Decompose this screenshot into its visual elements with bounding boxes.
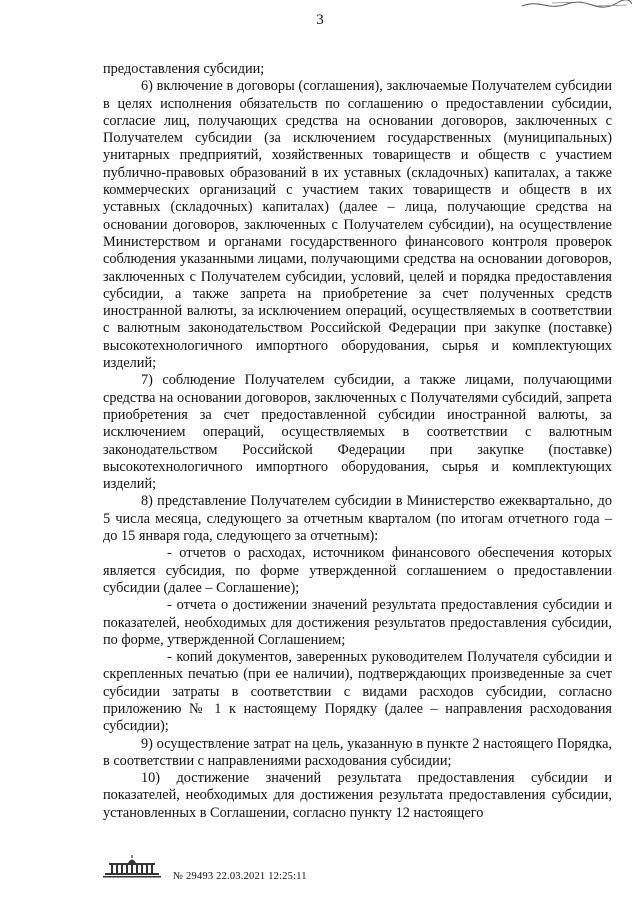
document-body xyxy=(103,61,612,822)
paragraph-item-6: 6) включение в договоры (соглашения), заключаемые Получателем субсидии в целях исполнения обязательств по соглашению о предоставлении субсидии, согласие лиц, получающих средства на основании договоров, заключенных с Получателем субсидии (за исключением государственных (муниципальных) унитарных предприятий, хозяйственных товариществ и обществ с участием публично-правовых образований в их уставных (складочных) капиталах, а также коммерческих организаций с участием таких товариществ и обществ в их уставных (складочных) капиталах) (далее – лица, получающие средства на основании договоров, заключенных с Получателем субсидии), на осуществление Министерством и органами государственного финансового контроля проверок соблюдения указанными лицами, получающими средства на основании договоров, заключенных с Получателем субсидии, условий, целей и порядка предоставления субсидии, а также запрета на приобретение за счет полученных средств иностранной валюты, за исключением операций, осуществляемых в соответствии с валютным законодательством Российской Федерации при закупке (поставке) высокотехнологичного импортного оборудования, сырья и комплектующих изделий; xyxy=(103,78,612,372)
paragraph: предоставления субсидии; xyxy=(103,61,265,77)
paragraph-item-10: 10) достижение значений результата предоставления субсидии и показателей, необходимых для достижения результата предоставления субсидии, установленных в Соглашении, согласно пункту 12 настоящего xyxy=(103,770,612,821)
government-building-emblem-icon xyxy=(101,854,163,880)
registration-stamp: № 29493 22.03.2021 12:25:11 xyxy=(173,871,307,882)
dash-item-result-report: - отчета о достижении значений результата предоставления субсидии и показателей, необходимых для достижения результатов предоставления субсидии, по форме, утвержденной Соглашением; xyxy=(103,597,612,648)
dash-item-expense-reports: - отчетов о расходах, источником финансового обеспечения которых является субсидия, по форме утвержденной соглашением о предоставлении субсидии (далее – Соглашение); xyxy=(103,545,612,596)
paragraph-item-8: 8) представление Получателем субсидии в Министерство ежеквартально, до 5 числа месяца, следующего за отчетным кварталом (по итогам отчетного года – до 15 января года, следующего за отчетным): xyxy=(103,493,612,545)
paragraph-item-9: 9) осуществление затрат на цель, указанную в пункте 2 настоящего Порядка, в соответствии с направлениями расходования субсидии; xyxy=(103,735,612,769)
scan-artifact-icon xyxy=(522,0,632,8)
paragraph-item-7: 7) соблюдение Получателем субсидии, а также лицами, получающими средства на основании договоров, заключенных с Получателями субсидий, запрета приобретения за счет предоставленной субсидии иностранной валюты, за исключением операций, осуществляемых в соответствии с валютным законодательством Российской Федерации при закупке (поставке) высокотехнологичного импортного оборудования, сырья и комплектующих изделий; xyxy=(103,372,612,493)
page-number: 3 xyxy=(316,12,324,28)
dash-item-document-copies: - копий документов, заверенных руководителем Получателя субсидии и скрепленных печатью (при ее наличии), подтверждающих произведенные за счет субсидии затраты в соответствии с видами расходов субсидии, согласно приложению № 1 к настоящему Порядку (далее – направления расходования субсидии); xyxy=(103,649,612,735)
